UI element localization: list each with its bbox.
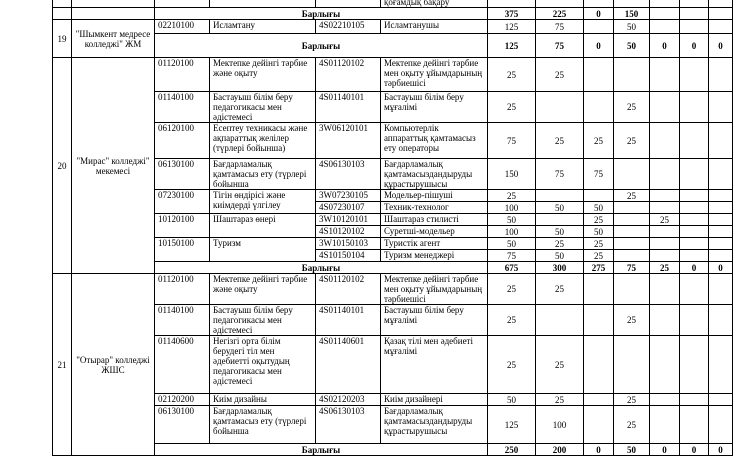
value-cell: 50 bbox=[536, 226, 584, 238]
value-cell: 150 bbox=[488, 159, 536, 190]
speciality-name: Мектепке дейінгі тәрбие және оқыту bbox=[210, 274, 316, 305]
value-cell: 100 bbox=[488, 226, 536, 238]
value-cell: 50 bbox=[584, 202, 614, 214]
value-cell: 25 bbox=[584, 250, 614, 262]
cell bbox=[650, 0, 680, 8]
table-row bbox=[53, 394, 733, 406]
qualification-code: 4S10120102 bbox=[316, 226, 381, 238]
total-label: Барлығы bbox=[155, 444, 488, 456]
speciality-name: Исламтану bbox=[210, 20, 316, 34]
value-cell: 25 bbox=[488, 305, 536, 336]
value-cell: 25 bbox=[650, 214, 680, 226]
value-cell: 100 bbox=[488, 202, 536, 214]
total-value: 75 bbox=[536, 34, 584, 58]
value-cell bbox=[536, 92, 584, 123]
row-number: 20 bbox=[53, 58, 72, 274]
value-cell bbox=[709, 202, 733, 214]
speciality-name: Бағдарламалық қамтамасыз ету (түрлері бойынша bbox=[210, 406, 316, 444]
table-row bbox=[53, 305, 733, 336]
speciality-code: 06130100 bbox=[155, 406, 210, 444]
qualification-code: 3W06120101 bbox=[316, 123, 381, 159]
speciality-name: Негізгі орта білім берудегі тіл мен әдебиетті оқытудың педагогикасы мен әдістемесі bbox=[210, 336, 316, 394]
qualification-code: 4S01120102 bbox=[316, 274, 381, 305]
total-row bbox=[53, 34, 733, 58]
qualification-code: 4S02120203 bbox=[316, 394, 381, 406]
value-cell bbox=[650, 58, 680, 92]
total-value bbox=[650, 8, 680, 20]
value-cell bbox=[680, 238, 709, 250]
value-cell bbox=[680, 92, 709, 123]
qualification-name: Туризм менеджері bbox=[381, 250, 488, 262]
value-cell: 25 bbox=[536, 274, 584, 305]
total-row bbox=[53, 262, 733, 274]
cell bbox=[584, 0, 614, 8]
value-cell bbox=[614, 238, 650, 250]
value-cell bbox=[709, 336, 733, 394]
speciality-code: 02210100 bbox=[155, 20, 210, 34]
qualification-name: Модельер-пішуші bbox=[381, 190, 488, 202]
value-cell: 75 bbox=[488, 250, 536, 262]
speciality-code: 01140100 bbox=[155, 305, 210, 336]
speciality-code: 07230100 bbox=[155, 190, 210, 214]
cell bbox=[709, 0, 733, 8]
total-value: 50 bbox=[614, 444, 650, 456]
value-cell bbox=[709, 214, 733, 226]
total-value: 0 bbox=[709, 444, 733, 456]
table-row bbox=[53, 214, 733, 226]
qualification-code: 4S07230107 bbox=[316, 202, 381, 214]
value-cell: 25 bbox=[488, 274, 536, 305]
value-cell bbox=[614, 226, 650, 238]
qualification-code: 4S01140101 bbox=[316, 305, 381, 336]
value-cell: 50 bbox=[536, 250, 584, 262]
table-row bbox=[53, 0, 733, 8]
value-cell: 25 bbox=[614, 123, 650, 159]
value-cell bbox=[536, 190, 584, 202]
speciality-name: Туризм bbox=[210, 238, 316, 262]
value-cell: 50 bbox=[536, 202, 584, 214]
total-value: 0 bbox=[680, 444, 709, 456]
value-cell bbox=[680, 305, 709, 336]
cell bbox=[488, 0, 536, 8]
value-cell bbox=[650, 305, 680, 336]
college-name: "Мирас" колледжі" мекемесі bbox=[72, 58, 155, 274]
speciality-name: Киім дизайны bbox=[210, 394, 316, 406]
qualification-code: 4S06130103 bbox=[316, 159, 381, 190]
speciality-code: 06120100 bbox=[155, 123, 210, 159]
total-label: Барлығы bbox=[155, 262, 488, 274]
qualification-name: Бастауыш білім беру мұғалімі bbox=[381, 305, 488, 336]
table-row bbox=[53, 123, 733, 159]
value-cell bbox=[680, 123, 709, 159]
value-cell bbox=[650, 159, 680, 190]
qualification-name: Суретші-модельер bbox=[381, 226, 488, 238]
value-cell: 25 bbox=[488, 336, 536, 394]
cell bbox=[210, 0, 316, 8]
value-cell: 25 bbox=[536, 238, 584, 250]
speciality-code: 01140100 bbox=[155, 92, 210, 123]
value-cell: 25 bbox=[584, 123, 614, 159]
total-value: 300 bbox=[536, 262, 584, 274]
value-cell bbox=[650, 274, 680, 305]
qualification-name: Шаштараз стилисті bbox=[381, 214, 488, 226]
value-cell: 50 bbox=[488, 394, 536, 406]
value-cell bbox=[650, 123, 680, 159]
value-cell bbox=[650, 336, 680, 394]
value-cell: 75 bbox=[536, 20, 584, 34]
total-value: 50 bbox=[614, 34, 650, 58]
qualification-code: 4S06130103 bbox=[316, 406, 381, 444]
value-cell bbox=[584, 336, 614, 394]
value-cell bbox=[680, 159, 709, 190]
total-value: 0 bbox=[650, 444, 680, 456]
value-cell bbox=[680, 20, 709, 34]
value-cell bbox=[709, 394, 733, 406]
speciality-code: 01120100 bbox=[155, 58, 210, 92]
value-cell bbox=[584, 406, 614, 444]
value-cell bbox=[536, 214, 584, 226]
total-label: Барлығы bbox=[155, 34, 488, 58]
value-cell bbox=[709, 238, 733, 250]
total-value: 375 bbox=[488, 8, 536, 20]
college-name: "Шымкент медресе колледжі" ЖМ bbox=[72, 20, 155, 58]
qualification-code: 3W10120101 bbox=[316, 214, 381, 226]
speciality-name: Тігін өндірісі және киімдерді үлгілеу bbox=[210, 190, 316, 214]
value-cell bbox=[584, 394, 614, 406]
speciality-code: 01140600 bbox=[155, 336, 210, 394]
value-cell: 25 bbox=[614, 394, 650, 406]
total-value: 0 bbox=[584, 34, 614, 58]
value-cell bbox=[680, 190, 709, 202]
cell bbox=[72, 8, 155, 20]
total-value bbox=[680, 8, 709, 20]
qualification-name: Мектепке дейінгі тәрбие мен оқыту ұйымдарының тәрбиешісі bbox=[381, 58, 488, 92]
total-value: 0 bbox=[584, 8, 614, 20]
total-row bbox=[53, 8, 733, 20]
value-cell bbox=[584, 58, 614, 92]
value-cell bbox=[680, 214, 709, 226]
cell bbox=[53, 0, 72, 8]
value-cell bbox=[650, 92, 680, 123]
value-cell bbox=[650, 20, 680, 34]
value-cell bbox=[709, 226, 733, 238]
enrollment-table bbox=[52, 0, 733, 456]
total-value: 125 bbox=[488, 34, 536, 58]
cell bbox=[316, 0, 381, 8]
value-cell bbox=[680, 274, 709, 305]
value-cell: 25 bbox=[614, 92, 650, 123]
speciality-name: Бағдарламалық қамтамасыз ету (түрлері бойынша bbox=[210, 159, 316, 190]
cell bbox=[53, 8, 72, 20]
value-cell bbox=[709, 20, 733, 34]
qualification-name: Техник-технолог bbox=[381, 202, 488, 214]
value-cell bbox=[680, 394, 709, 406]
total-value: 225 bbox=[536, 8, 584, 20]
total-value: 675 bbox=[488, 262, 536, 274]
value-cell: 25 bbox=[614, 190, 650, 202]
value-cell bbox=[584, 92, 614, 123]
value-cell bbox=[709, 92, 733, 123]
value-cell: 125 bbox=[488, 20, 536, 34]
value-cell: 125 bbox=[488, 406, 536, 444]
total-value: 0 bbox=[584, 444, 614, 456]
value-cell bbox=[614, 274, 650, 305]
value-cell: 50 bbox=[488, 214, 536, 226]
value-cell: 25 bbox=[488, 190, 536, 202]
value-cell bbox=[614, 58, 650, 92]
total-value: 250 bbox=[488, 444, 536, 456]
total-value: 150 bbox=[614, 8, 650, 20]
speciality-code: 06130100 bbox=[155, 159, 210, 190]
value-cell: 25 bbox=[536, 123, 584, 159]
value-cell bbox=[709, 159, 733, 190]
speciality-name: Шаштараз өнері bbox=[210, 214, 316, 238]
cell bbox=[680, 0, 709, 8]
table-row bbox=[53, 274, 733, 305]
table-row bbox=[53, 58, 733, 92]
value-cell bbox=[680, 202, 709, 214]
cell bbox=[709, 8, 733, 20]
total-value: 275 bbox=[584, 262, 614, 274]
value-cell: 75 bbox=[536, 159, 584, 190]
table-row bbox=[53, 159, 733, 190]
table-row bbox=[53, 238, 733, 250]
value-cell: 25 bbox=[488, 58, 536, 92]
value-cell bbox=[650, 406, 680, 444]
qualification-code: 3W07230105 bbox=[316, 190, 381, 202]
value-cell bbox=[650, 238, 680, 250]
cell bbox=[155, 0, 210, 8]
value-cell: 25 bbox=[614, 406, 650, 444]
value-cell bbox=[650, 250, 680, 262]
value-cell: 50 bbox=[488, 238, 536, 250]
value-cell bbox=[709, 58, 733, 92]
total-label: Барлығы bbox=[155, 8, 488, 20]
college-name: "Отырар" колледжі ЖШС bbox=[72, 274, 155, 456]
qualification-code: 3W10150103 bbox=[316, 238, 381, 250]
total-value: 0 bbox=[709, 34, 733, 58]
value-cell bbox=[584, 190, 614, 202]
value-cell: 25 bbox=[536, 394, 584, 406]
row-number: 19 bbox=[53, 20, 72, 58]
table-row bbox=[53, 190, 733, 202]
value-cell bbox=[614, 202, 650, 214]
value-cell bbox=[584, 305, 614, 336]
speciality-name: Мектепке дейінгі тәрбие және оқыту bbox=[210, 58, 316, 92]
qualification-name: Бастауыш білім беру мұғалімі bbox=[381, 92, 488, 123]
value-cell: 25 bbox=[614, 305, 650, 336]
value-cell: 25 bbox=[584, 238, 614, 250]
value-cell bbox=[650, 190, 680, 202]
qualification-code: 4S01120102 bbox=[316, 58, 381, 92]
qualification-code: 4S01140101 bbox=[316, 92, 381, 123]
value-cell bbox=[614, 336, 650, 394]
qualification-name: Туристік агент bbox=[381, 238, 488, 250]
value-cell bbox=[680, 250, 709, 262]
value-cell: 25 bbox=[584, 214, 614, 226]
table-row bbox=[53, 406, 733, 444]
qualification-name: Компьютерлік аппараттық қамтамасыз ету операторы bbox=[381, 123, 488, 159]
value-cell: 25 bbox=[536, 58, 584, 92]
cell bbox=[72, 0, 155, 8]
cell bbox=[536, 0, 584, 8]
qualification-code: 4S10150104 bbox=[316, 250, 381, 262]
total-value: 0 bbox=[680, 262, 709, 274]
value-cell bbox=[709, 406, 733, 444]
value-cell bbox=[709, 250, 733, 262]
qualification-name: Қазақ тілі мен әдебиеті мұғалімі bbox=[381, 336, 488, 394]
value-cell: 50 bbox=[614, 20, 650, 34]
speciality-code: 02120200 bbox=[155, 394, 210, 406]
value-cell bbox=[650, 226, 680, 238]
total-value: 0 bbox=[680, 34, 709, 58]
qualification-name: Бағдарламалық қамтамасыздандыруды құрастырушысы bbox=[381, 159, 488, 190]
value-cell bbox=[536, 305, 584, 336]
value-cell: 75 bbox=[488, 123, 536, 159]
value-cell bbox=[709, 305, 733, 336]
value-cell bbox=[584, 20, 614, 34]
value-cell: 25 bbox=[488, 92, 536, 123]
value-cell bbox=[614, 214, 650, 226]
value-cell bbox=[650, 202, 680, 214]
total-value: 200 bbox=[536, 444, 584, 456]
speciality-code: 10120100 bbox=[155, 214, 210, 238]
speciality-name: Есептеу техникасы және ақпараттық желілер (түрлері бойынша) bbox=[210, 123, 316, 159]
value-cell bbox=[614, 250, 650, 262]
cell bbox=[614, 0, 650, 8]
total-value: 0 bbox=[650, 34, 680, 58]
value-cell bbox=[709, 190, 733, 202]
speciality-code: 10150100 bbox=[155, 238, 210, 262]
qualification-name: Исламтанушы bbox=[381, 20, 488, 34]
value-cell bbox=[709, 123, 733, 159]
speciality-name: Бастауыш білім беру педагогикасы мен әдістемесі bbox=[210, 92, 316, 123]
value-cell bbox=[584, 274, 614, 305]
value-cell bbox=[680, 226, 709, 238]
value-cell: 50 bbox=[584, 226, 614, 238]
total-value: 75 bbox=[614, 262, 650, 274]
table-row bbox=[53, 92, 733, 123]
qualification-code: 4S01140601 bbox=[316, 336, 381, 394]
value-cell: 75 bbox=[584, 159, 614, 190]
qualification-name: Мектепке дейінгі тәрбие мен оқыту ұйымдарының тәрбиешісі bbox=[381, 274, 488, 305]
speciality-cell: қоғамдық бақару bbox=[381, 0, 488, 8]
value-cell: 100 bbox=[536, 406, 584, 444]
value-cell: 25 bbox=[536, 336, 584, 394]
table-row bbox=[53, 336, 733, 394]
row-number: 21 bbox=[53, 274, 72, 456]
total-value: 0 bbox=[709, 262, 733, 274]
qualification-name: Киім дизайнері bbox=[381, 394, 488, 406]
value-cell bbox=[709, 274, 733, 305]
table-row bbox=[53, 20, 733, 34]
table-body bbox=[53, 0, 733, 456]
qualification-code: 4S02210105 bbox=[316, 20, 381, 34]
total-value: 25 bbox=[650, 262, 680, 274]
speciality-code: 01120100 bbox=[155, 274, 210, 305]
value-cell bbox=[680, 336, 709, 394]
value-cell bbox=[680, 58, 709, 92]
speciality-name: Бастауыш білім беру педагогикасы мен әдістемесі bbox=[210, 305, 316, 336]
value-cell bbox=[614, 159, 650, 190]
value-cell bbox=[650, 394, 680, 406]
value-cell bbox=[680, 406, 709, 444]
qualification-name: Бағдарламалық қамтамасыздандыруды құрастырушысы bbox=[381, 406, 488, 444]
